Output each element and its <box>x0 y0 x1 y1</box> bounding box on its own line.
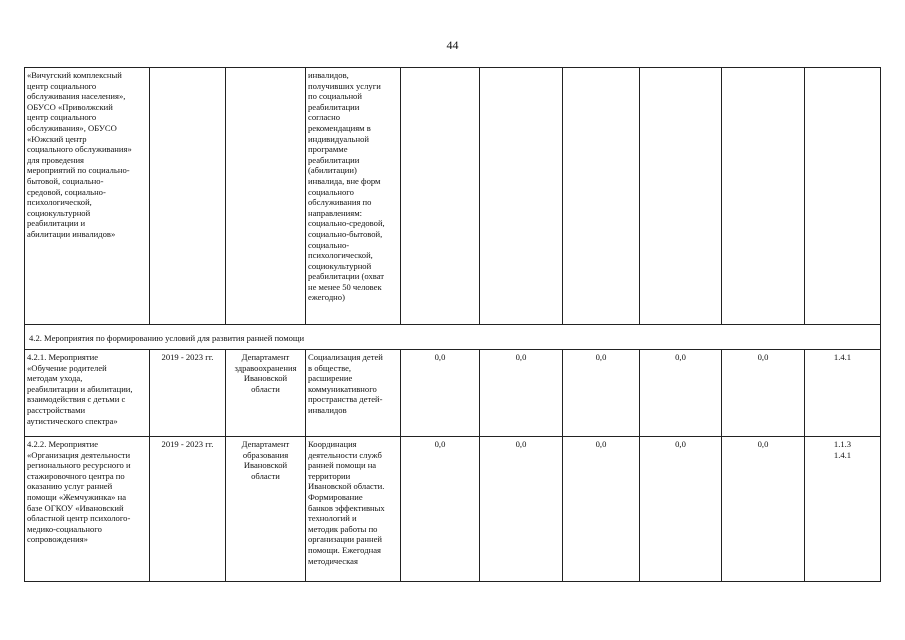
text-line: рекомендациям в <box>308 122 371 133</box>
text-line: инвалидов, <box>308 70 349 80</box>
text-line: Ивановской <box>243 373 288 384</box>
text-line: обслуживания населения», <box>27 91 126 102</box>
value-cell: 0,0 <box>401 437 480 582</box>
text-line: Департамент <box>241 352 290 362</box>
text-line: бытовой, социально- <box>27 175 104 186</box>
text-line: (абилитации) <box>308 165 357 176</box>
page-number: 44 <box>446 38 459 52</box>
value-cell: 0,0 <box>640 350 722 437</box>
text-line: не менее 50 человек <box>308 281 382 292</box>
text-line: аутистического спектра» <box>27 415 118 426</box>
text-line: деятельности служб <box>308 449 382 460</box>
text-line: сопровождения» <box>27 534 88 545</box>
text-line: социального <box>308 186 354 197</box>
text-line: социально-бытовой, <box>308 228 383 239</box>
text-line: ОБУСО «Приволжский <box>27 101 113 112</box>
executor-cell <box>226 68 306 325</box>
text-line: инвалидов <box>308 404 347 415</box>
value-cell: 0,0 <box>563 437 640 582</box>
text-line: образования <box>242 449 289 460</box>
indicator-code-cell <box>805 350 881 437</box>
program-table <box>24 67 881 582</box>
text-line: Ивановской <box>243 460 288 471</box>
value-cell: 0,0 <box>640 437 722 582</box>
text-line: областной центр психолого- <box>27 513 131 524</box>
text-line: получивших услуги <box>308 80 381 91</box>
period-cell: 2019 - 2023 гг. <box>150 437 226 582</box>
text-line: реабилитации и абилитации, <box>27 383 133 394</box>
text-line: стажировочного центра по <box>27 470 125 481</box>
section-row <box>25 325 881 350</box>
text-line: регионального ресурсного и <box>27 460 131 471</box>
text-line: здравоохранения <box>234 362 297 373</box>
text-line: социального обслуживания» <box>27 144 132 155</box>
text-line: инвалида, вне форм <box>308 175 381 186</box>
result-cell <box>306 350 401 437</box>
text-line: программе <box>308 144 348 155</box>
value-cell: 0,0 <box>480 350 563 437</box>
value-cell <box>640 68 722 325</box>
text-line: для проведения <box>27 154 85 165</box>
text-line: обслуживания по <box>308 197 372 208</box>
text-line: реабилитации <box>308 101 360 112</box>
text-line: помощи. Ежегодная <box>308 544 381 555</box>
text-line: Ивановской области. <box>308 481 385 492</box>
text-line: реабилитации <box>308 154 360 165</box>
text-line: по социальной <box>308 91 362 102</box>
text-line: области <box>251 470 280 481</box>
text-line: коммуникативного <box>308 383 377 394</box>
text-line: центр социального <box>27 80 97 91</box>
text-line: социокультурной <box>27 207 91 218</box>
value-cell <box>480 68 563 325</box>
text-line: Социализация детей <box>308 352 383 362</box>
text-line: «Обучение родителей <box>27 362 107 373</box>
text-line: Департамент <box>241 439 290 449</box>
text-line: пространства детей- <box>308 394 383 405</box>
text-line: 1.4.1 <box>833 352 852 362</box>
period-cell: 2019 - 2023 гг. <box>150 350 226 437</box>
event-cell <box>25 350 150 437</box>
text-line: 1.1.3 <box>833 439 852 449</box>
text-line: абилитации инвалидов» <box>27 228 116 239</box>
text-line: базе ОГКОУ «Ивановский <box>27 502 124 513</box>
text-line: психологической, <box>27 197 92 208</box>
text-line: организации ранней <box>308 534 383 545</box>
text-line: расширение <box>308 373 353 384</box>
text-line: социально-средовой, <box>308 218 385 229</box>
text-line: мероприятий по социально- <box>27 165 130 176</box>
value-cell <box>401 68 480 325</box>
text-line: 1.4.1 <box>833 449 852 460</box>
text-line: социокультурной <box>308 260 372 271</box>
section-heading: 4.2. Мероприятия по формированию условий для развития ранней помощи <box>25 325 881 350</box>
text-line: взаимодействия с детьми с <box>27 394 126 405</box>
text-line: в обществе, <box>308 362 352 373</box>
period-cell <box>150 68 226 325</box>
text-line: оказанию услуг ранней <box>27 481 113 492</box>
value-cell: 0,0 <box>722 437 805 582</box>
indicator-code-cell <box>805 68 881 325</box>
event-cell <box>25 68 150 325</box>
event-cell <box>25 437 150 582</box>
text-line: 4.2.1. Мероприятие <box>27 352 99 362</box>
text-line: центр социального <box>27 112 97 123</box>
text-line: согласно <box>308 112 341 123</box>
text-line: «Организация деятельности <box>27 449 131 460</box>
text-line: реабилитации и <box>27 218 86 229</box>
table-row <box>25 437 881 582</box>
text-line: помощи «Жемчужинка» на <box>27 491 127 502</box>
text-line: «Вичугский комплексный <box>27 70 122 80</box>
indicator-code-cell <box>805 437 881 582</box>
text-line: методик работы по <box>308 523 378 534</box>
text-line: «Южский центр <box>27 133 87 144</box>
text-line: направлениям: <box>308 207 363 218</box>
text-line: методам ухода, <box>27 373 83 384</box>
text-line: средовой, социально- <box>27 186 106 197</box>
value-cell: 0,0 <box>401 350 480 437</box>
result-cell <box>306 68 401 325</box>
text-line: территории <box>308 470 351 481</box>
text-line: банков эффективных <box>308 502 385 513</box>
text-line: социально- <box>308 239 350 250</box>
text-line: ранней помощи на <box>308 460 377 471</box>
text-line: методическая <box>308 555 358 566</box>
text-line: Координация <box>308 439 357 449</box>
text-line: обслуживания», ОБУСО <box>27 122 117 133</box>
executor-cell <box>226 437 306 582</box>
text-line: медико-социального <box>27 523 102 534</box>
text-line: психологической, <box>308 250 373 261</box>
text-line: области <box>251 383 280 394</box>
executor-cell <box>226 350 306 437</box>
text-line: 4.2.2. Мероприятие <box>27 439 99 449</box>
text-line: расстройствами <box>27 404 86 415</box>
value-cell: 0,0 <box>480 437 563 582</box>
result-cell <box>306 437 401 582</box>
value-cell: 0,0 <box>722 350 805 437</box>
text-line: Формирование <box>308 491 363 502</box>
text-line: индивидуальной <box>308 133 369 144</box>
text-line: ежегодно) <box>308 292 345 303</box>
value-cell <box>563 68 640 325</box>
table-row <box>25 350 881 437</box>
text-line: технологий и <box>308 513 357 524</box>
text-line: реабилитации (охват <box>308 271 385 282</box>
value-cell: 0,0 <box>563 350 640 437</box>
table-row <box>25 68 881 325</box>
value-cell <box>722 68 805 325</box>
